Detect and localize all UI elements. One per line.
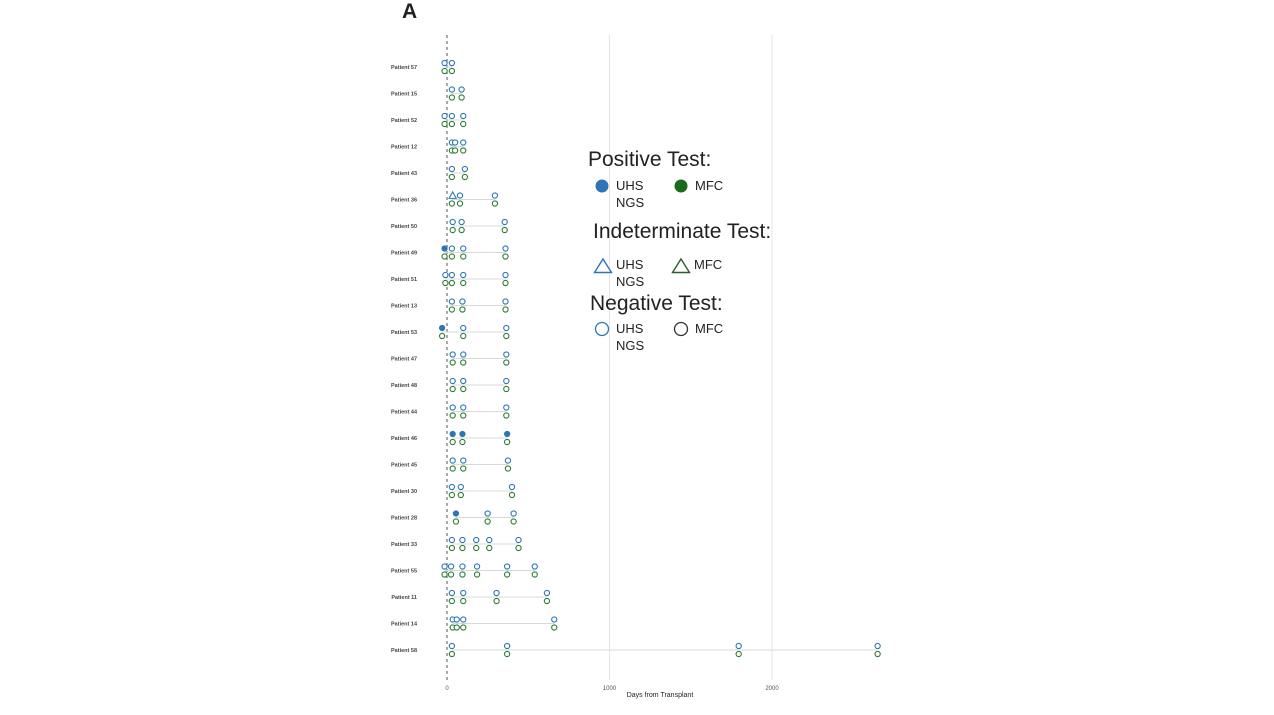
legend-indeterminate-heading: Indeterminate Test: bbox=[593, 220, 772, 243]
mfc-point bbox=[450, 439, 455, 444]
mfc-point bbox=[448, 572, 453, 577]
mfc-point bbox=[485, 519, 490, 524]
mfc-point bbox=[460, 545, 465, 550]
mfc-point bbox=[505, 439, 510, 444]
uhs-ngs-point bbox=[461, 617, 466, 622]
uhs-ngs-point bbox=[505, 564, 510, 569]
mfc-point bbox=[449, 598, 454, 603]
uhs-ngs-point bbox=[442, 246, 447, 251]
mfc-point bbox=[449, 651, 454, 656]
mfc-point bbox=[443, 280, 448, 285]
uhs-ngs-point bbox=[474, 564, 479, 569]
mfc-point bbox=[461, 386, 466, 391]
mfc-point bbox=[440, 333, 445, 338]
triangle-outline-icon bbox=[671, 257, 691, 274]
uhs-ngs-point bbox=[442, 113, 447, 118]
x-axis bbox=[445, 686, 779, 699]
legend-positive-uhs-label: UHS NGS bbox=[616, 178, 645, 210]
mfc-point bbox=[449, 95, 454, 100]
patient-label: Patient 45 bbox=[391, 462, 417, 469]
patient-label: Patient 15 bbox=[391, 91, 417, 98]
mfc-point bbox=[461, 121, 466, 126]
uhs-ngs-point bbox=[449, 272, 454, 277]
filled-circle-icon bbox=[673, 178, 689, 194]
patient-label: Patient 12 bbox=[391, 144, 417, 151]
patient-label: Patient 36 bbox=[391, 197, 417, 204]
uhs-ngs-point bbox=[443, 272, 448, 277]
uhs-ngs-point bbox=[504, 378, 509, 383]
mfc-point bbox=[504, 360, 509, 365]
uhs-ngs-point bbox=[457, 193, 462, 198]
mfc-point bbox=[449, 254, 454, 259]
mfc-point bbox=[461, 148, 466, 153]
mfc-point bbox=[449, 492, 454, 497]
uhs-ngs-point bbox=[450, 405, 455, 410]
mfc-point bbox=[505, 466, 510, 471]
grid-layer bbox=[447, 35, 772, 680]
uhs-ngs-point bbox=[505, 643, 510, 648]
legend-indeterminate-uhs-label: UHS NGS bbox=[616, 257, 645, 289]
patient-label: Patient 55 bbox=[391, 568, 417, 575]
mfc-point bbox=[461, 625, 466, 630]
patient-label: Patient 47 bbox=[391, 356, 417, 363]
uhs-ngs-point bbox=[504, 405, 509, 410]
uhs-ngs-point bbox=[503, 299, 508, 304]
uhs-ngs-point bbox=[460, 431, 465, 436]
uhs-ngs-point bbox=[460, 299, 465, 304]
patient-label: Patient 11 bbox=[391, 595, 417, 601]
mfc-point bbox=[450, 466, 455, 471]
legend-negative-mfc-label: MFC bbox=[695, 321, 724, 336]
mfc-point bbox=[454, 625, 459, 630]
uhs-ngs-point bbox=[503, 272, 508, 277]
mfc-point bbox=[516, 545, 521, 550]
mfc-point bbox=[449, 121, 454, 126]
uhs-ngs-point bbox=[492, 193, 497, 198]
mfc-point bbox=[474, 572, 479, 577]
uhs-ngs-point bbox=[449, 166, 454, 171]
legend-positive-heading: Positive Test: bbox=[588, 148, 712, 171]
uhs-ngs-point bbox=[449, 60, 454, 65]
x-tick-label: 1000 bbox=[602, 686, 617, 692]
uhs-ngs-point bbox=[505, 458, 510, 463]
patient-label: Patient 58 bbox=[391, 648, 417, 654]
mfc-point bbox=[457, 201, 462, 206]
patient-label: Patient 49 bbox=[391, 250, 417, 257]
mfc-point bbox=[736, 651, 741, 656]
mfc-point bbox=[505, 651, 510, 656]
uhs-ngs-point bbox=[462, 166, 467, 171]
legend-indeterminate bbox=[588, 220, 772, 289]
mfc-point bbox=[502, 227, 507, 232]
uhs-ngs-point bbox=[453, 511, 458, 516]
mfc-point bbox=[453, 519, 458, 524]
patient-label: Patient 44 bbox=[391, 409, 417, 416]
circle-outline-icon bbox=[673, 321, 689, 337]
uhs-ngs-point bbox=[448, 564, 453, 569]
uhs-ngs-point bbox=[494, 590, 499, 595]
uhs-ngs-point bbox=[487, 537, 492, 542]
mfc-point bbox=[492, 201, 497, 206]
mfc-point bbox=[458, 492, 463, 497]
uhs-ngs-point bbox=[461, 246, 466, 251]
uhs-ngs-point bbox=[461, 458, 466, 463]
uhs-ngs-point bbox=[461, 352, 466, 357]
mfc-point bbox=[442, 68, 447, 73]
uhs-ngs-point bbox=[450, 352, 455, 357]
legend-positive bbox=[588, 148, 724, 210]
uhs-ngs-point bbox=[449, 192, 456, 198]
mfc-point bbox=[449, 174, 454, 179]
mfc-point bbox=[450, 360, 455, 365]
legend-indeterminate-mfc-label: MFC bbox=[694, 257, 723, 272]
uhs-ngs-point bbox=[458, 484, 463, 489]
uhs-ngs-point bbox=[449, 537, 454, 542]
patient-label: Patient 13 bbox=[391, 303, 417, 310]
uhs-ngs-point bbox=[461, 378, 466, 383]
uhs-ngs-point bbox=[450, 458, 455, 463]
uhs-ngs-point bbox=[474, 537, 479, 542]
uhs-ngs-point bbox=[449, 113, 454, 118]
triangle-outline-icon bbox=[593, 257, 613, 274]
mfc-point bbox=[449, 201, 454, 206]
mfc-point bbox=[474, 545, 479, 550]
uhs-ngs-point bbox=[504, 325, 509, 330]
uhs-ngs-point bbox=[449, 484, 454, 489]
mfc-point bbox=[461, 360, 466, 365]
uhs-ngs-point bbox=[449, 87, 454, 92]
patient-label: Patient 48 bbox=[391, 383, 417, 389]
mfc-point bbox=[875, 651, 880, 656]
circle-outline-icon bbox=[594, 321, 610, 337]
patient-label: Patient 14 bbox=[391, 621, 417, 628]
uhs-ngs-point bbox=[461, 140, 466, 145]
x-axis-title: Days from Transplant bbox=[626, 692, 694, 699]
patient-label: Patient 30 bbox=[391, 489, 417, 495]
mfc-point bbox=[459, 95, 464, 100]
uhs-ngs-point bbox=[454, 617, 459, 622]
uhs-ngs-point bbox=[442, 564, 447, 569]
uhs-ngs-point bbox=[516, 537, 521, 542]
legend-negative-heading: Negative Test: bbox=[590, 292, 723, 315]
mfc-point bbox=[449, 280, 454, 285]
uhs-ngs-point bbox=[504, 352, 509, 357]
legend-negative-uhs-label: UHS NGS bbox=[616, 321, 645, 353]
uhs-ngs-point bbox=[461, 590, 466, 595]
mfc-point bbox=[504, 386, 509, 391]
mfc-point bbox=[449, 307, 454, 312]
patient-label: Patient 53 bbox=[391, 330, 417, 336]
uhs-ngs-point bbox=[453, 140, 458, 145]
uhs-ngs-point bbox=[460, 537, 465, 542]
mfc-point bbox=[552, 625, 557, 630]
mfc-point bbox=[505, 572, 510, 577]
mfc-point bbox=[459, 227, 464, 232]
uhs-ngs-point bbox=[449, 643, 454, 648]
patient-label: Patient 50 bbox=[391, 224, 417, 230]
uhs-ngs-point bbox=[552, 617, 557, 622]
filled-circle-icon bbox=[594, 178, 610, 194]
mfc-point bbox=[461, 598, 466, 603]
mfc-point bbox=[504, 333, 509, 338]
uhs-ngs-point bbox=[503, 246, 508, 251]
uhs-ngs-point bbox=[449, 590, 454, 595]
mfc-point bbox=[460, 439, 465, 444]
uhs-ngs-point bbox=[509, 484, 514, 489]
mfc-point bbox=[462, 174, 467, 179]
mfc-point bbox=[503, 280, 508, 285]
uhs-ngs-point bbox=[461, 405, 466, 410]
mfc-point bbox=[450, 227, 455, 232]
mfc-point bbox=[461, 254, 466, 259]
mfc-point bbox=[461, 280, 466, 285]
mfc-point bbox=[494, 598, 499, 603]
uhs-ngs-point bbox=[459, 87, 464, 92]
mfc-point bbox=[503, 254, 508, 259]
mfc-point bbox=[461, 466, 466, 471]
label-layer bbox=[391, 65, 418, 654]
uhs-ngs-point bbox=[532, 564, 537, 569]
uhs-ngs-point bbox=[449, 299, 454, 304]
uhs-ngs-point bbox=[505, 431, 510, 436]
mfc-point bbox=[509, 492, 514, 497]
uhs-ngs-point bbox=[736, 643, 741, 648]
patient-label: Patient 57 bbox=[391, 65, 417, 71]
legend-positive-mfc-label: MFC bbox=[695, 178, 724, 193]
uhs-ngs-point bbox=[544, 590, 549, 595]
mfc-point bbox=[487, 545, 492, 550]
uhs-ngs-point bbox=[461, 272, 466, 277]
mfc-point bbox=[442, 121, 447, 126]
mfc-point bbox=[442, 254, 447, 259]
mfc-point bbox=[544, 598, 549, 603]
uhs-ngs-point bbox=[450, 378, 455, 383]
uhs-ngs-point bbox=[450, 219, 455, 224]
mfc-point bbox=[453, 148, 458, 153]
patient-label: Patient 28 bbox=[391, 515, 417, 522]
uhs-ngs-point bbox=[450, 431, 455, 436]
patient-label: Patient 43 bbox=[391, 171, 417, 177]
mfc-point bbox=[450, 386, 455, 391]
mfc-point bbox=[442, 572, 447, 577]
uhs-ngs-point bbox=[485, 511, 490, 516]
uhs-ngs-point bbox=[511, 511, 516, 516]
x-tick-label: 2000 bbox=[765, 686, 779, 692]
uhs-ngs-point bbox=[875, 643, 880, 648]
panel-label: A bbox=[402, 0, 418, 23]
uhs-ngs-point bbox=[459, 219, 464, 224]
mfc-point bbox=[460, 307, 465, 312]
mfc-point bbox=[532, 572, 537, 577]
mfc-point bbox=[449, 545, 454, 550]
mfc-point bbox=[503, 307, 508, 312]
mfc-point bbox=[461, 413, 466, 418]
mfc-point bbox=[504, 413, 509, 418]
x-tick-label: 0 bbox=[445, 686, 449, 692]
mfc-point bbox=[450, 413, 455, 418]
mfc-point bbox=[511, 519, 516, 524]
mfc-point bbox=[461, 333, 466, 338]
uhs-ngs-point bbox=[449, 246, 454, 251]
mfc-point bbox=[449, 68, 454, 73]
uhs-ngs-point bbox=[440, 325, 445, 330]
legend-negative bbox=[588, 292, 724, 353]
uhs-ngs-point bbox=[461, 325, 466, 330]
uhs-ngs-point bbox=[502, 219, 507, 224]
uhs-ngs-point bbox=[460, 564, 465, 569]
uhs-ngs-point bbox=[461, 113, 466, 118]
patient-label: Patient 33 bbox=[391, 542, 417, 548]
uhs-ngs-point bbox=[442, 60, 447, 65]
patient-label: Patient 46 bbox=[391, 436, 417, 442]
patient-label: Patient 51 bbox=[391, 277, 417, 283]
patient-label: Patient 52 bbox=[391, 118, 417, 124]
mfc-point bbox=[460, 572, 465, 577]
